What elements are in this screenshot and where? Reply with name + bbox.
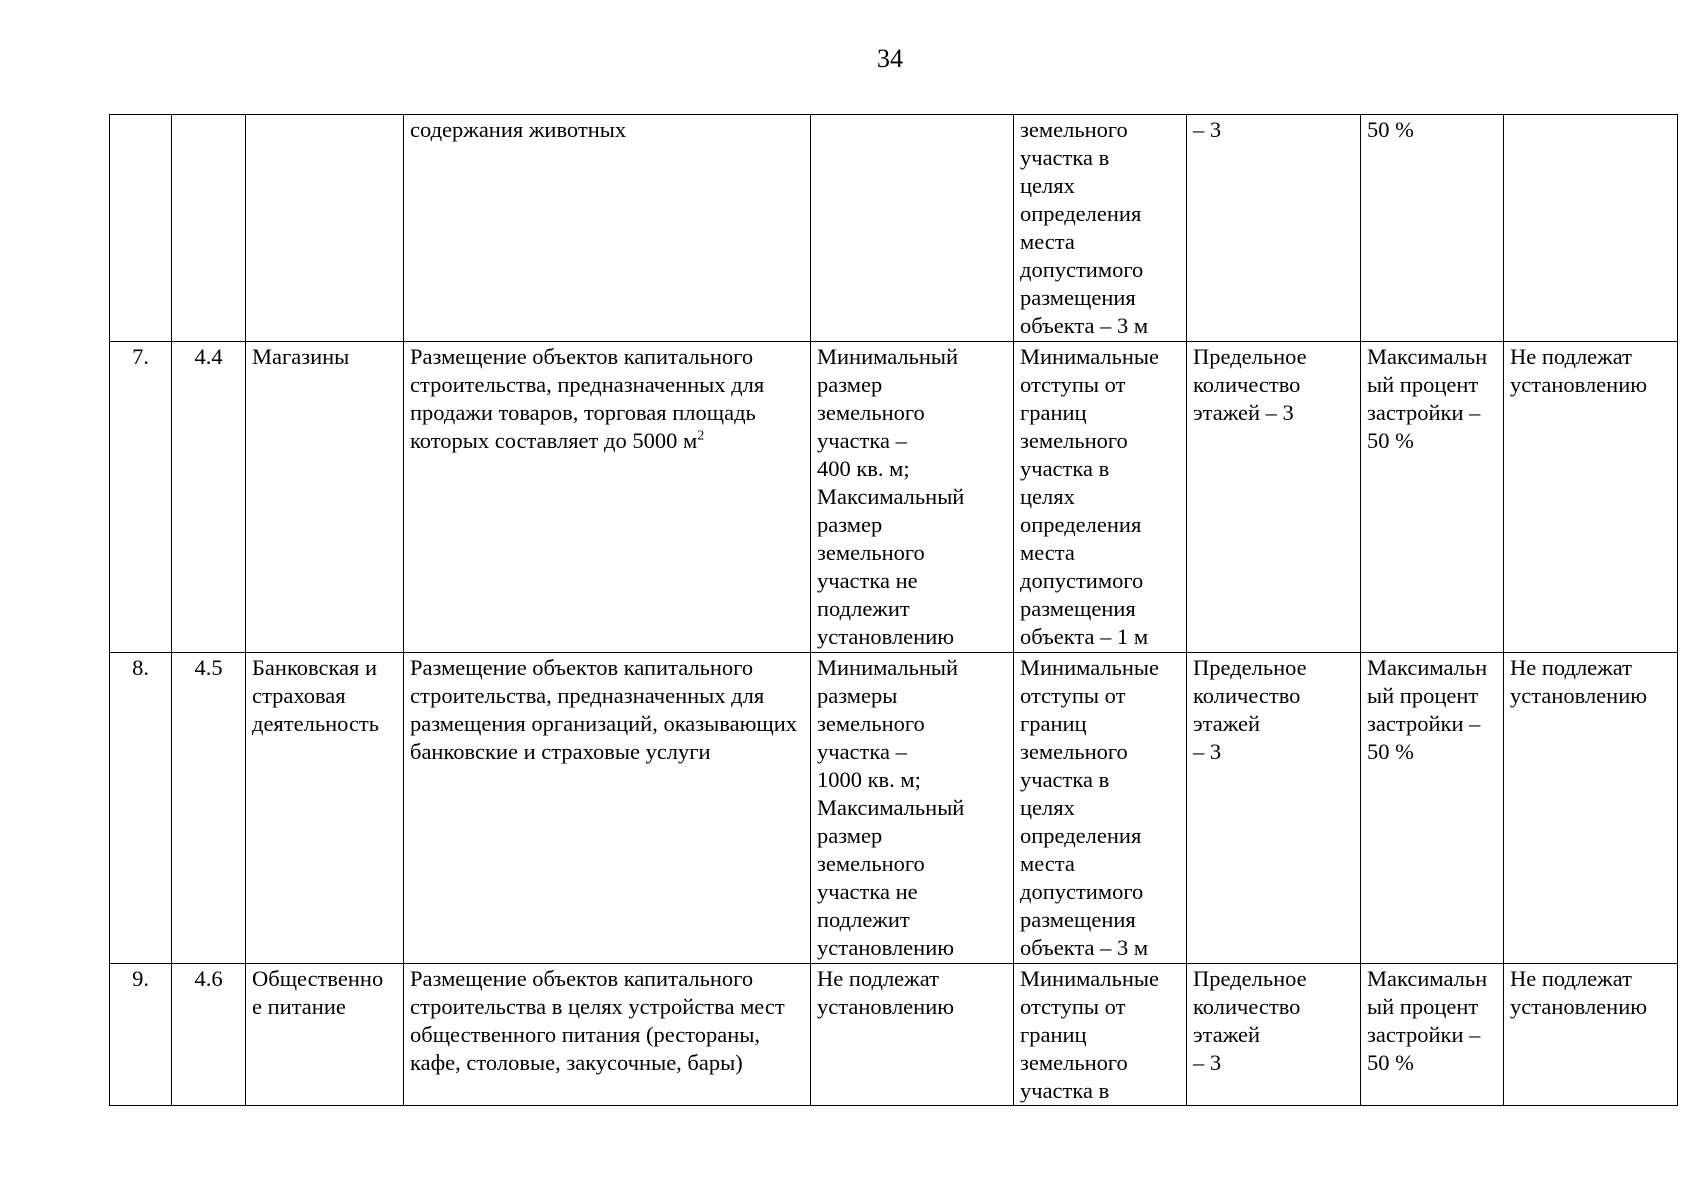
land-use-table xyxy=(109,114,1678,1106)
other-params xyxy=(1504,115,1678,342)
use-description: содержания животных xyxy=(404,115,811,342)
row-number: 7. xyxy=(110,342,172,653)
plot-size: Минимальный размеры земельного участка – 1000 кв. м; Максимальный размер земельного участка не подлежит установлению xyxy=(811,653,1014,964)
table-row xyxy=(110,342,1678,653)
use-description xyxy=(404,342,811,653)
use-description: Размещение объектов капитального строительства в целях устройства мест общественного питания (рестораны, кафе, столовые, закусочные, бары) xyxy=(404,964,811,1106)
table-row xyxy=(110,653,1678,964)
floors-limit: Предельное количество этажей – 3 xyxy=(1187,964,1361,1106)
row-number: 9. xyxy=(110,964,172,1106)
use-name: Магазины xyxy=(246,342,404,653)
floors-limit: Предельное количество этажей – 3 xyxy=(1187,342,1361,653)
other-params: Не подлежат установлению xyxy=(1504,964,1678,1106)
row-number xyxy=(110,115,172,342)
table-row xyxy=(110,115,1678,342)
use-code: 4.4 xyxy=(172,342,246,653)
plot-size: Не подлежат установлению xyxy=(811,964,1014,1106)
coverage-limit: Максимальн ый процент застройки – 50 % xyxy=(1361,342,1504,653)
row-number: 8. xyxy=(110,653,172,964)
use-name: Банковская и страховая деятельность xyxy=(246,653,404,964)
use-description: Размещение объектов капитального строительства, предназначенных для размещения организаций, оказывающих банковские и страховые услуги xyxy=(404,653,811,964)
use-name xyxy=(246,115,404,342)
page-number: 34 xyxy=(877,44,903,73)
superscript-exponent: 2 xyxy=(697,428,705,444)
use-description-text: Размещение объектов капитального строительства, предназначенных для продажи товаров, торговая площадь которых составляет до 5000 м xyxy=(410,344,765,453)
setbacks: Минимальные отступы от границ земельного участка в целях определения места допустимого размещения объекта – 1 м xyxy=(1014,342,1187,653)
floors-limit: – 3 xyxy=(1187,115,1361,342)
table-row xyxy=(110,964,1678,1106)
coverage-limit: 50 % xyxy=(1361,115,1504,342)
coverage-limit: Максимальн ый процент застройки – 50 % xyxy=(1361,964,1504,1106)
use-code: 4.6 xyxy=(172,964,246,1106)
use-code: 4.5 xyxy=(172,653,246,964)
other-params: Не подлежат установлению xyxy=(1504,653,1678,964)
use-name: Общественно е питание xyxy=(246,964,404,1106)
setbacks: Минимальные отступы от границ земельного участка в целях определения места допустимого размещения объекта – 3 м xyxy=(1014,653,1187,964)
setbacks: земельного участка в целях определения места допустимого размещения объекта – 3 м xyxy=(1014,115,1187,342)
plot-size xyxy=(811,115,1014,342)
other-params: Не подлежат установлению xyxy=(1504,342,1678,653)
coverage-limit: Максимальн ый процент застройки – 50 % xyxy=(1361,653,1504,964)
floors-limit: Предельное количество этажей – 3 xyxy=(1187,653,1361,964)
plot-size: Минимальный размер земельного участка – 400 кв. м; Максимальный размер земельного участка не подлежит установлению xyxy=(811,342,1014,653)
use-code xyxy=(172,115,246,342)
setbacks: Минимальные отступы от границ земельного участка в xyxy=(1014,964,1187,1106)
